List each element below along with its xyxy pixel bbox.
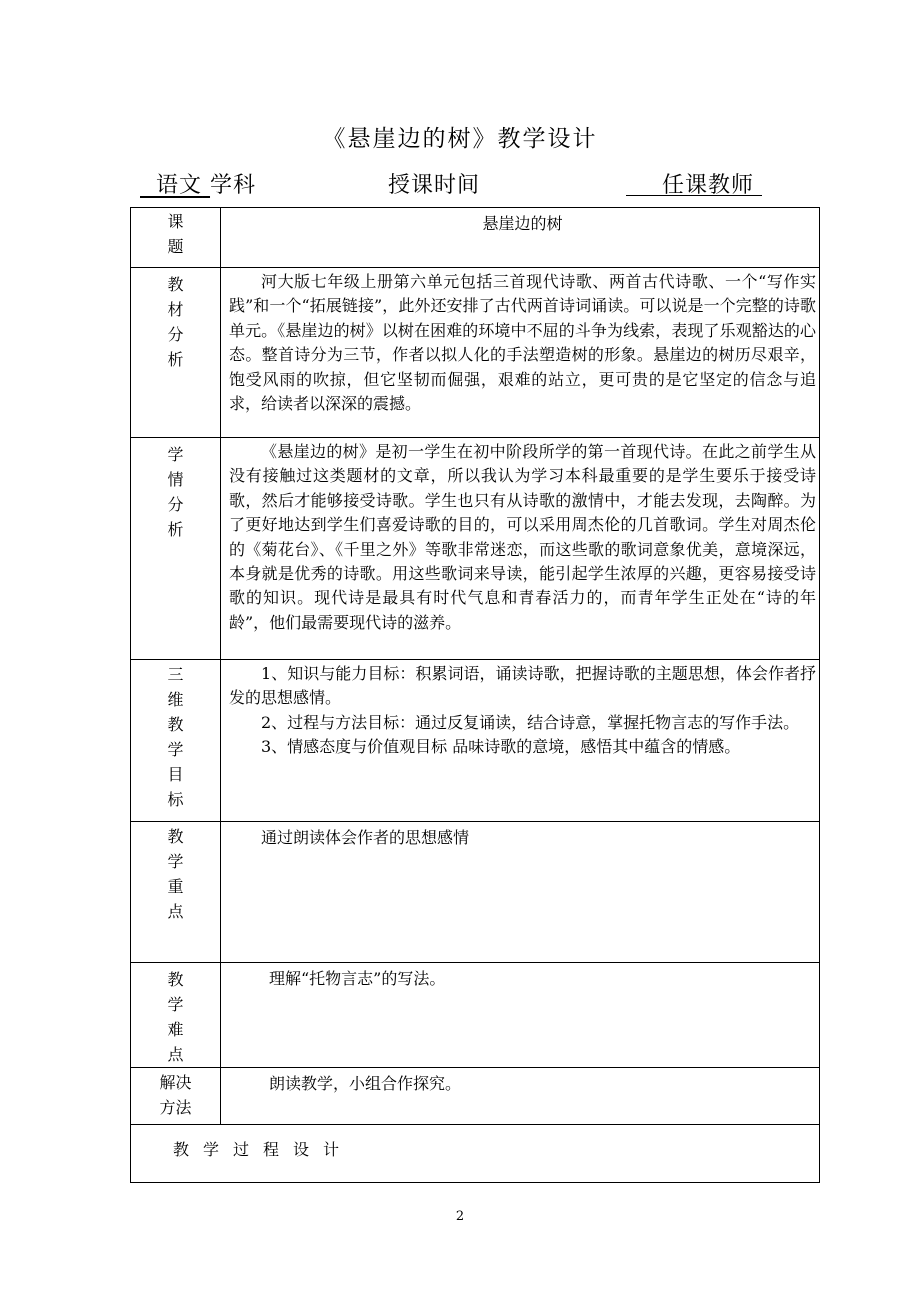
- label-goals: 三 维 教 学 目 标: [131, 660, 221, 822]
- difficulty-text: 理解“托物言志”的写法。: [221, 963, 820, 1068]
- goal-item: 2、过程与方法目标：通过反复诵读，结合诗意，掌握托物言志的写作手法。: [261, 712, 800, 732]
- teaching-goals: [221, 660, 820, 822]
- document-title: 《悬崖边的树》教学设计: [322, 126, 598, 152]
- material-text: 河大版七年级上册第六单元包括三首现代诗歌、两首古代诗歌、一个“写作实践”和一个“拓展链接”，此外还安排了古代两首诗词诵读。可以说是一个完整的诗歌单元。《悬崖边的树》以树在困难的环境中不屈的斗争为线索，表现了乐观豁达的心态。整首诗分为三节，作者以拟人化的手法塑造树的形象。悬崖边的树历尽艰辛，饱受风雨的吹掠，但它坚韧而倔强，艰难的站立，更可贵的是它坚定的信念与追求，给读者以深深的震撼。: [229, 272, 816, 414]
- students-text: 《悬崖边的树》是初一学生在初中阶段所学的第一首现代诗。在此之前学生从没有接触过这类题材的文章，所以我认为学习本科最重要的是学生要乐于接受诗歌，然后才能够接受诗歌。学生也只有从诗歌的激情中，才能去发现，去陶醉。为了更好地达到学生们喜爱诗歌的目的，可以采用周杰伦的几首歌词。学生对周杰伦的《菊花台》、《千里之外》等歌非常迷恋，而这些歌的歌词意象优美，意境深远，本身就是优秀的诗歌。用这些歌词来导读，能引起学生浓厚的兴趣，更容易接受诗歌的知识。现代诗是最具有时代气息和青春活力的，而青年学生正处在“诗的年龄”，他们最需要现代诗的滋养。: [229, 442, 816, 632]
- page-number: 2: [455, 1209, 465, 1224]
- lesson-plan-table: [130, 207, 820, 1183]
- subject-label: 学科: [210, 173, 257, 198]
- subject-line: [140, 168, 800, 200]
- subject-value: 语文: [156, 173, 203, 198]
- method-text: 朗读教学，小组合作探究。: [221, 1068, 820, 1125]
- goal-item: 1、知识与能力目标：积累词语，诵读诗歌，把握诗歌的主题思想，体会作者抒发的思想感情。: [229, 664, 816, 708]
- student-analysis: [221, 438, 820, 660]
- subject-field: [140, 168, 256, 199]
- label-focus: 教 学 重 点: [131, 822, 221, 963]
- label-students: 学 情 分 析: [131, 438, 221, 660]
- row-goals: [131, 660, 820, 822]
- label-topic: 课 题: [131, 208, 221, 268]
- row-material: [131, 268, 820, 438]
- row-difficulty: [131, 963, 820, 1068]
- focus-text: 通过朗读体会作者的思想感情: [221, 822, 820, 963]
- row-focus: [131, 822, 820, 963]
- teacher-label: 任课教师: [662, 173, 755, 198]
- label-method: 解决 方法: [131, 1068, 221, 1125]
- row-process: [131, 1125, 820, 1183]
- row-method: [131, 1068, 820, 1125]
- row-students: [131, 438, 820, 660]
- time-label: 授课时间: [388, 173, 481, 198]
- goal-item: 3、情感态度与价值观目标 品味诗歌的意境，感悟其中蕴含的情感。: [261, 737, 741, 757]
- row-topic: [131, 208, 820, 268]
- topic-text: 悬崖边的树: [221, 208, 820, 268]
- label-difficulty: 教 学 难 点: [131, 963, 221, 1068]
- process-heading: 教学过程设计: [131, 1125, 820, 1183]
- label-material: 教 材 分 析: [131, 268, 221, 438]
- material-analysis: [221, 268, 820, 438]
